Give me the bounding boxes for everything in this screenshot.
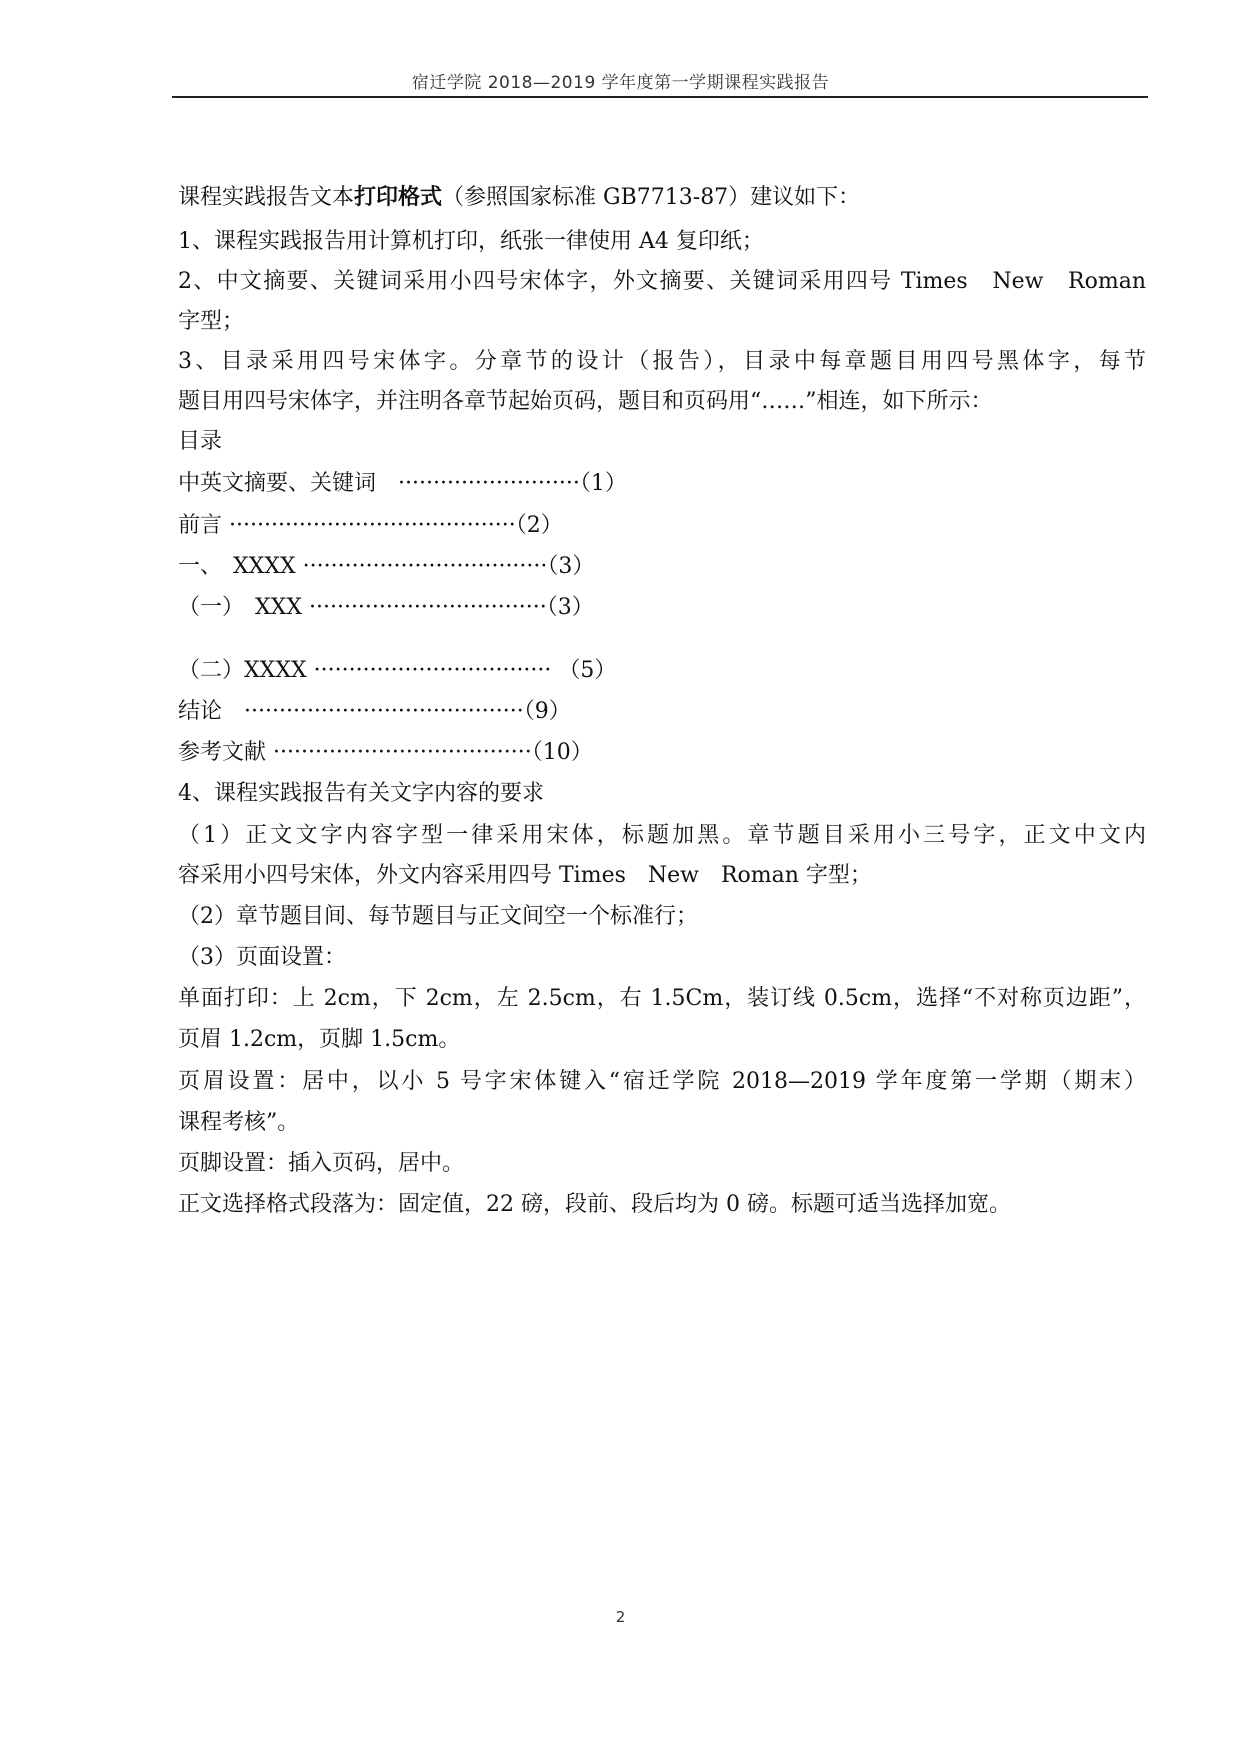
item-1: 1、课程实践报告用计算机打印，纸张一律使用 A4 复印纸； xyxy=(178,229,764,254)
toc-entry: 结论 ········································（9） xyxy=(178,699,571,724)
intro-bold-text: 打印格式 xyxy=(354,184,443,210)
toc-entry: （一） XXX ··································（3） xyxy=(178,595,594,620)
toc-entry: （二）XXXX ·································· （5） xyxy=(178,658,617,683)
page-header: 宿迁学院 2018—2019 学年度第一学期课程实践报告 xyxy=(411,73,830,93)
req-1-line-2: 容采用小四号宋体，外文内容采用四号 Times New Roman 字型； xyxy=(178,863,872,888)
toc-entry: 一、 XXXX ···································（3） xyxy=(178,554,595,579)
toc-entry: 中英文摘要、关键词 ··························（1） xyxy=(178,471,627,496)
toc-title: 目录 xyxy=(178,429,223,454)
item-3-line-2: 题目用四号宋体字，并注明各章节起始页码，题目和页码用“……”相连，如下所示： xyxy=(178,389,993,414)
margins-line-1: 单面打印：上 2cm，下 2cm，左 2.5cm，右 1.5Cm，装订线 0.5cm，选择“不对称页边距”， xyxy=(178,986,1146,1011)
item-2-line-1: 2、中文摘要、关键词采用小四号宋体字，外文摘要、关键词采用四号 Times New Roman xyxy=(178,269,1146,294)
page-number: 2 xyxy=(615,1608,626,1626)
intro-suffix: （参照国家标准 GB7713-87）建议如下： xyxy=(442,185,861,210)
req-2: （2）章节题目间、每节题目与正文间空一个标准行； xyxy=(178,904,698,929)
paragraph-setting: 正文选择格式段落为：固定值，22 磅，段前、段后均为 0 磅。标题可适当选择加宽。 xyxy=(178,1192,1011,1217)
item-3-line-1: 3、目录采用四号宋体字。分章节的设计（报告），目录中每章题目用四号黑体字，每节 xyxy=(178,349,1146,374)
header-divider xyxy=(172,96,1148,98)
toc-entry: 参考文献 ·····································（10） xyxy=(178,740,593,765)
item-2-line-2: 字型； xyxy=(178,309,245,334)
margins-line-2: 页眉 1.2cm，页脚 1.5cm。 xyxy=(178,1027,461,1052)
header-setting-line-2: 课程考核”。 xyxy=(178,1110,300,1135)
req-1-line-1: （1）正文文字内容字型一律采用宋体，标题加黑。章节题目采用小三号字，正文中文内 xyxy=(178,823,1146,848)
footer-setting: 页脚设置：插入页码，居中。 xyxy=(178,1151,465,1176)
intro-line xyxy=(178,183,860,212)
req-3: （3）页面设置： xyxy=(178,945,346,970)
item-4: 4、课程实践报告有关文字内容的要求 xyxy=(178,781,544,806)
header-setting-line-1: 页眉设置：居中，以小 5 号字宋体键入“宿迁学院 2018—2019 学年度第一学期（期末） xyxy=(178,1069,1146,1094)
intro-prefix: 课程实践报告文本 xyxy=(178,185,355,210)
toc-entry: 前言 ·········································（2） xyxy=(178,513,563,538)
